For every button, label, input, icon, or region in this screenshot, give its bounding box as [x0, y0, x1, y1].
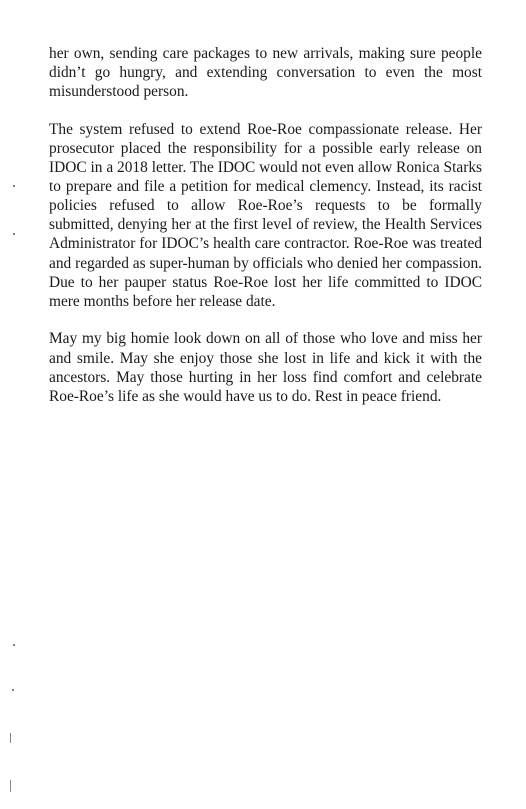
paragraph-3: May my big homie look down on all of those who love and miss her and smile. May she enjoy those she lost in life and kick it with the ancestors. May those hurting in her loss find comfort and celebrate Roe-Roe’s life as she would have us to do. Rest in peace friend.	[49, 330, 482, 405]
scan-artifact	[10, 733, 11, 743]
body-text	[49, 44, 482, 406]
paragraph-1: her own, sending care packages to new arrivals, making sure people didn’t go hungry, and extending conversation to even the most misunderstood person.	[49, 45, 482, 101]
scan-artifact	[13, 233, 15, 235]
scan-artifact	[13, 185, 15, 187]
scan-artifact	[10, 780, 11, 792]
paragraph-2: The system refused to extend Roe-Roe compassionate release. Her prosecutor placed the responsibility for a possible early release on IDOC in a 2018 letter. The IDOC would not even allow Ronica Starks to prepare and file a petition for medical clemency. Instead, its racist policies refused to allow Roe-Roe’s requests to be formally submitted, denying her at the first level of review, the Health Services Administrator for IDOC’s health care contractor. Roe-Roe was treated and regarded as super-human by officials who denied her compassion. Due to her pauper status Roe-Roe lost her life committed to IDOC mere months before her release date.	[49, 120, 482, 310]
scan-artifact	[13, 644, 15, 646]
scan-artifact	[12, 689, 14, 691]
